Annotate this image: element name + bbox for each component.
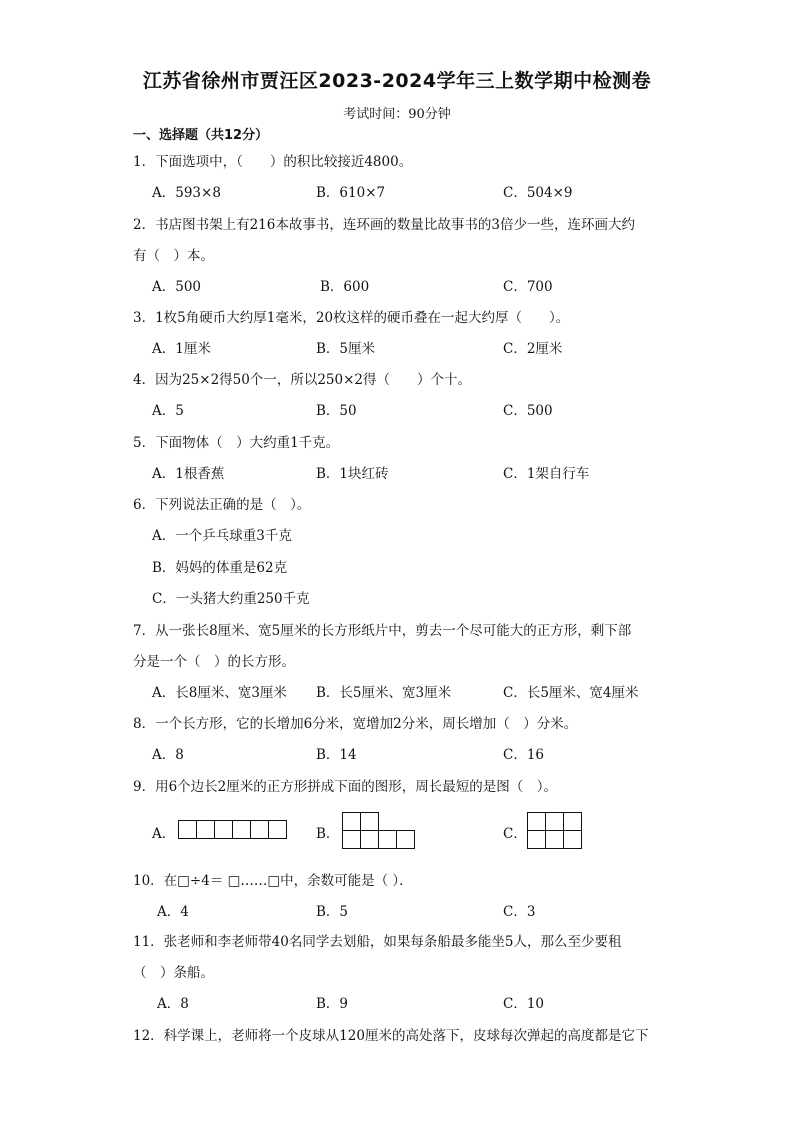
option-b: B．14 (316, 747, 357, 763)
figure-c-two-by-three-rectangle (527, 812, 583, 850)
option-c: C．3 (503, 904, 536, 920)
option-a: A．长8厘米、宽3厘米 (152, 685, 287, 701)
option-c: C．16 (503, 747, 545, 763)
option-c: C．700 (503, 279, 553, 295)
option-a: A．500 (152, 279, 202, 295)
option-c: C．2厘米 (503, 341, 563, 357)
option-a: A．8 (157, 996, 189, 1012)
option-b: B．妈妈的体重是62克 (152, 560, 288, 576)
option-a: A．8 (152, 747, 184, 763)
option-b: B．9 (316, 996, 349, 1012)
question-stem: 2．书店图书架上有216本故事书，连环画的数量比故事书的3倍少一些，连环画大约 (133, 217, 635, 233)
question-stem: 9．用6个边长2厘米的正方形拼成下面的图形，周长最短的是图（ ）。 (133, 779, 558, 795)
question-stem: 10．在□÷4＝ □……□中，余数可能是（ ）． (133, 873, 413, 889)
page-title: 江苏省徐州市贾汪区2023-2024学年三上数学期中检测卷 (142, 70, 652, 92)
figure-a-one-row-of-six-squares (178, 820, 288, 840)
option-b: B．5 (316, 904, 349, 920)
question-stem: 6．下列说法正确的是（ ）。 (133, 497, 311, 513)
option-b: B．50 (316, 403, 357, 419)
question-stem: 3．1枚5角硬币大约厚1毫米，20枚这样的硬币叠在一起大约厚（ ）。 (133, 310, 570, 326)
question-stem: 1．下面选项中，（ ）的积比较接近4800。 (133, 154, 413, 170)
option-c: C．长5厘米、宽4厘米 (503, 685, 639, 701)
option-b: B． (316, 826, 340, 842)
option-b: B．1块红砖 (316, 466, 389, 482)
option-c: C．500 (503, 403, 553, 419)
question-stem: 8．一个长方形，它的长增加6分米，宽增加2分米，周长增加（ ）分米。 (133, 716, 578, 732)
question-stem-continued: （ ）条船。 (133, 965, 214, 981)
question-stem: 11．张老师和李老师带40名同学去划船，如果每条船最多能坐5人，那么至少要租 (133, 934, 622, 950)
option-a: A．4 (157, 904, 189, 920)
option-c: C．一头猪大约重250千克 (152, 591, 310, 607)
question-stem: 5．下面物体（ ）大约重1千克。 (133, 435, 340, 451)
option-a: A．1根香蕉 (152, 466, 225, 482)
figure-b-stepped-shape (342, 812, 416, 850)
option-b: B．610×7 (316, 185, 386, 201)
question-stem: 12．科学课上，老师将一个皮球从120厘米的高处落下，皮球每次弹起的高度都是它下 (133, 1028, 649, 1044)
option-c: C． (503, 826, 527, 842)
section-heading: 一、选择题（共12分） (133, 128, 269, 143)
option-c: C．10 (503, 996, 545, 1012)
option-a: A．一个乒乓球重3千克 (152, 528, 292, 544)
option-b: B．长5厘米、宽3厘米 (316, 685, 452, 701)
option-c: C．504×9 (503, 185, 573, 201)
option-a: A．1厘米 (152, 341, 211, 357)
question-stem-continued: 分是一个（ ）的长方形。 (133, 654, 295, 670)
option-b: B．5厘米 (316, 341, 376, 357)
option-a: A．593×8 (152, 185, 221, 201)
option-a: A．5 (152, 403, 184, 419)
exam-time: 考试时间：90分钟 (343, 107, 451, 122)
question-stem-continued: 有（ ）本。 (133, 248, 214, 264)
question-stem: 7．从一张长8厘米、宽5厘米的长方形纸片中，剪去一个尽可能大的正方形，剩下部 (133, 623, 632, 639)
option-b: B．600 (320, 279, 370, 295)
option-c: C．1架自行车 (503, 466, 590, 482)
option-a: A． (152, 826, 176, 842)
question-stem: 4．因为25×2得50个一，所以250×2得（ ）个十。 (133, 372, 472, 388)
